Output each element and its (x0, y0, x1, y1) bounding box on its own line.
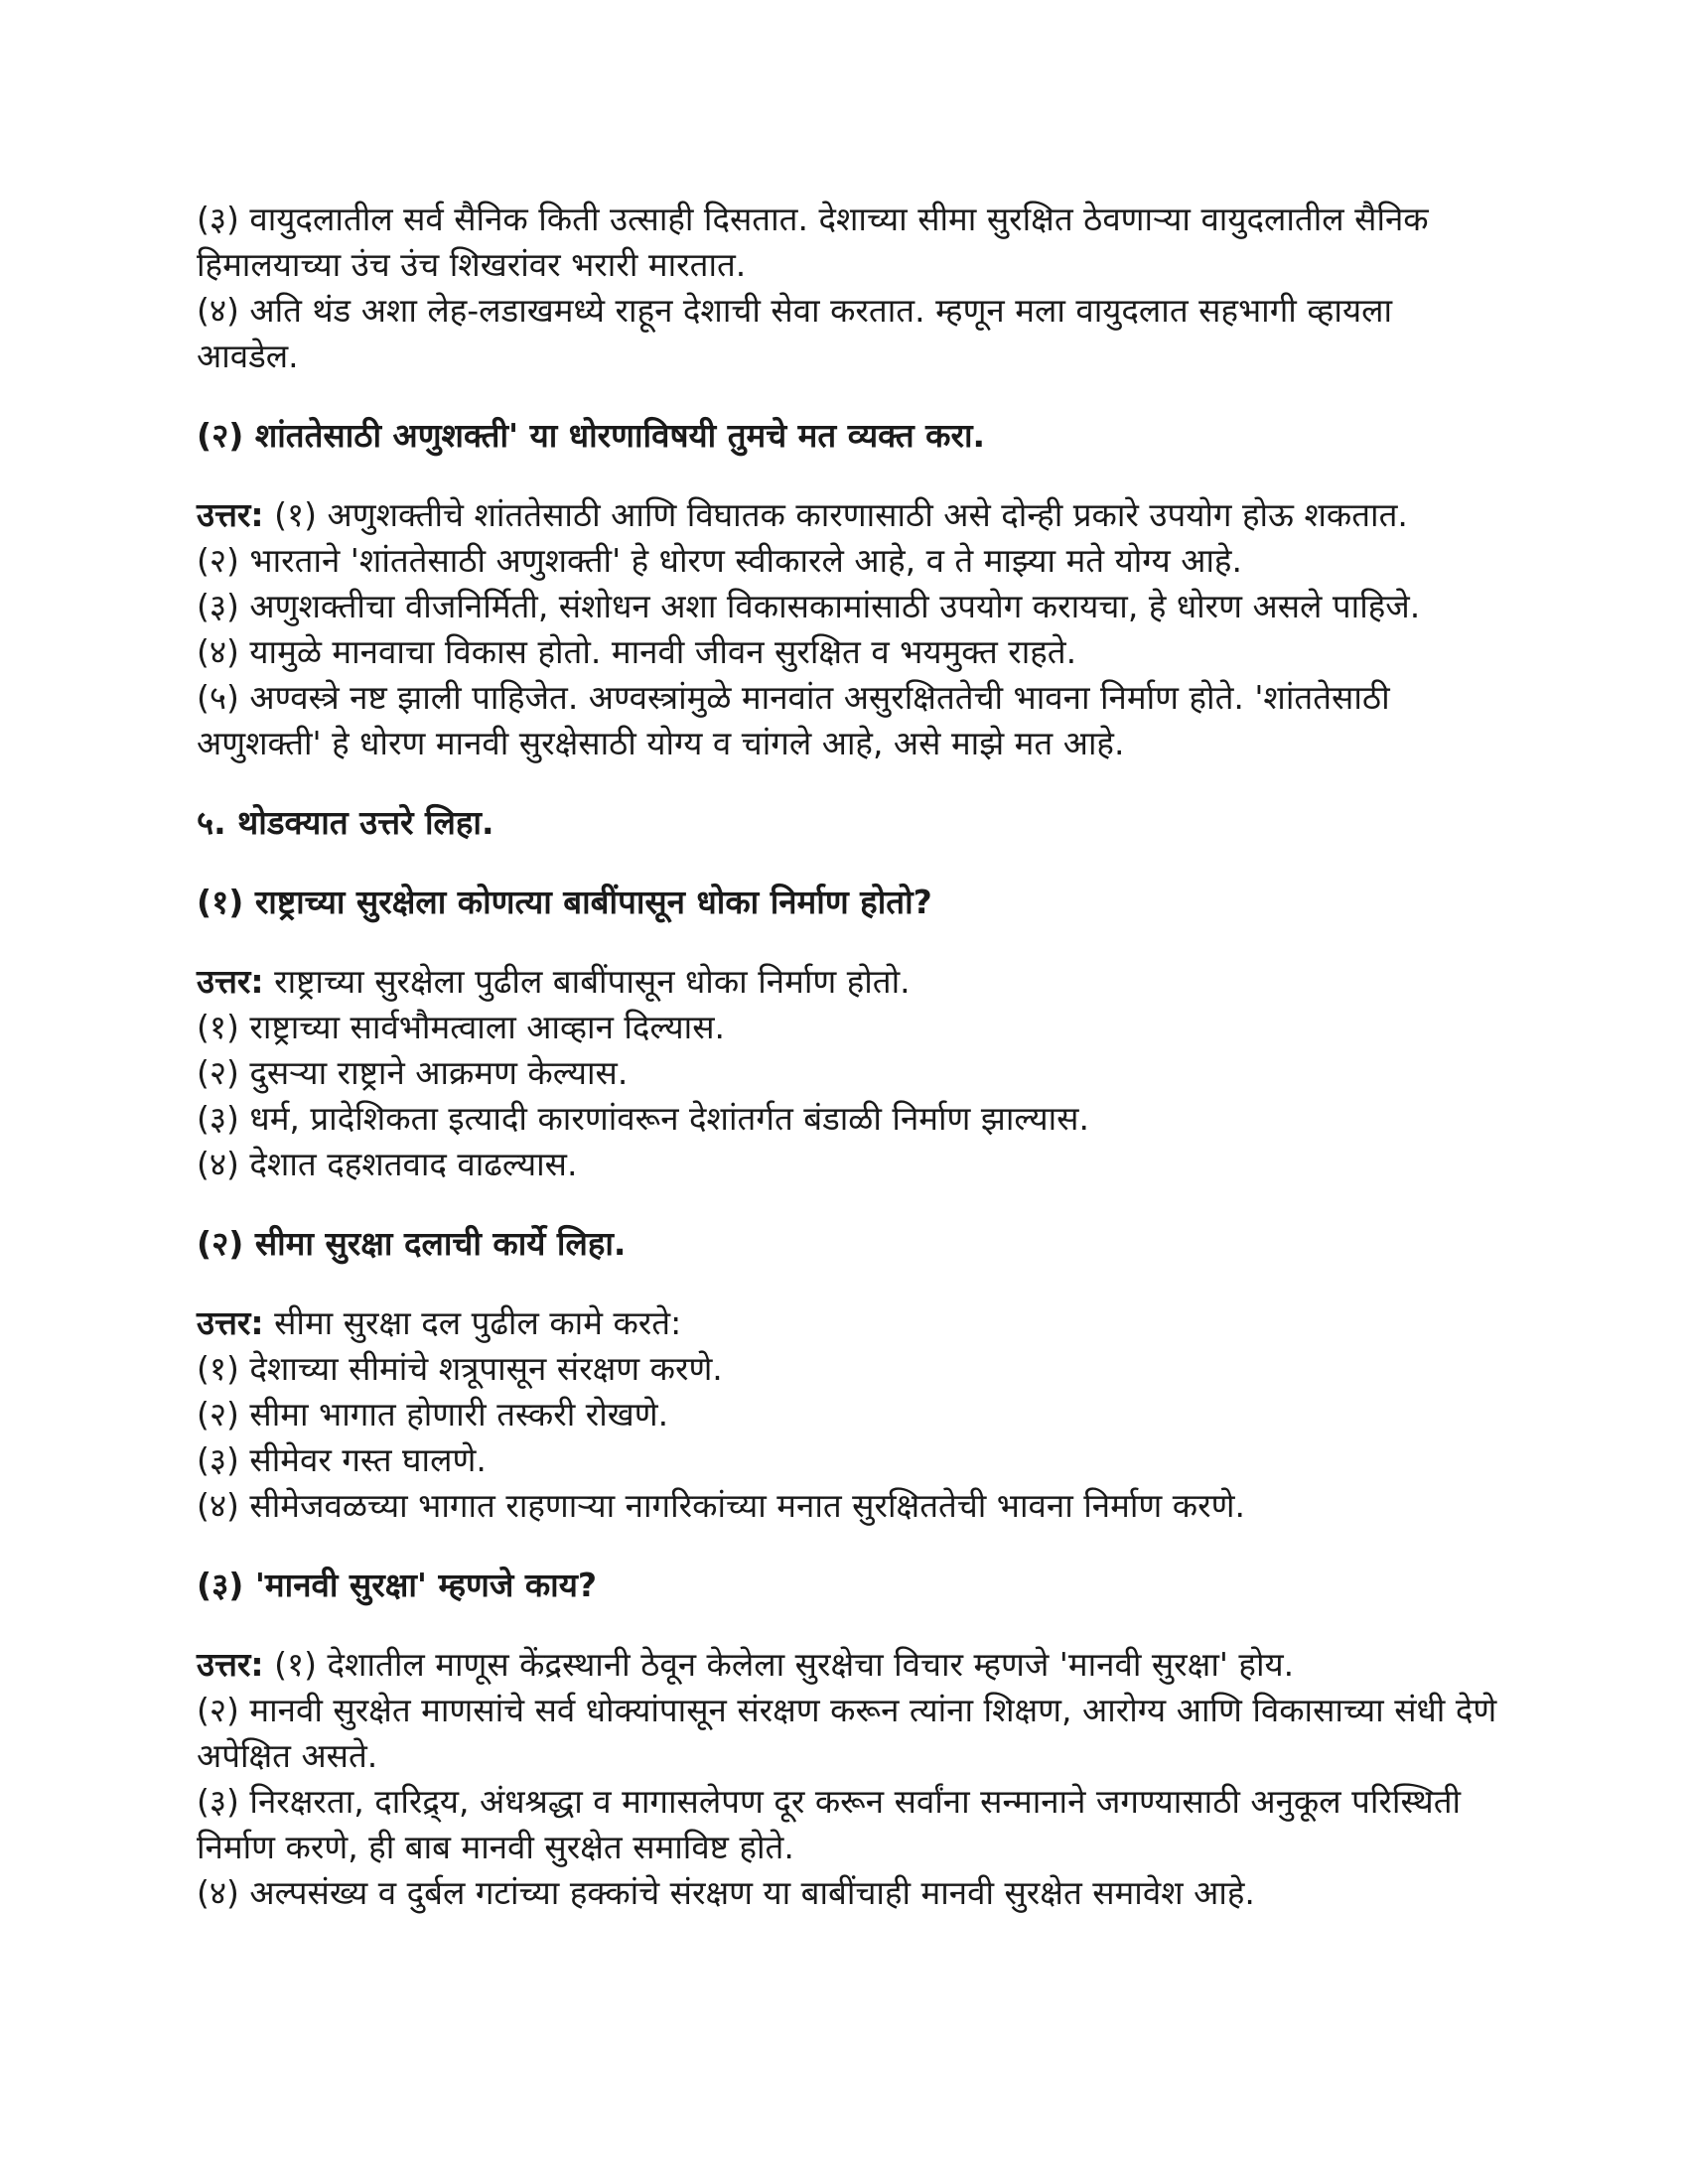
answer-line: (३) निरक्षरता, दारिद्र्य, अंधश्रद्धा व मागासलेपण दूर करून सर्वांना सन्मानाने जगण्यासाठी अनुकूल परिस्थिती निर्माण करणे, ही बाब मानवी सुरक्षेत समाविष्ट होते. (197, 1782, 1462, 1866)
question-heading-bsf: (२) सीमा सुरक्षा दलाची कार्ये लिहा. (197, 1224, 627, 1263)
answer-label: उत्तर: (197, 495, 264, 534)
intro-point-4: (४) अति थंड अशा लेह-लडाखमध्ये राहून देशाची सेवा करतात. म्हणून मला वायुदलात सहभागी व्हायला आवडेल. (197, 291, 1393, 375)
answer-text: (१) अणुशक्तीचे शांततेसाठी आणि विघातक कारणासाठी असे दोन्ही प्रकारे उपयोग होऊ शकतात. (274, 495, 1408, 534)
answer-line: (२) सीमा भागात होणारी तस्करी रोखणे. (197, 1395, 669, 1433)
answer-line: (४) सीमेजवळच्या भागात राहणाऱ्या नागरिकांच्या मनात सुरक्षिततेची भावना निर्माण करणे. (197, 1486, 1245, 1525)
answer-line: (३) सीमेवर गस्त घालणे. (197, 1440, 487, 1479)
question-heading-threats: (१) राष्ट्राच्या सुरक्षेला कोणत्या बाबींपासून धोका निर्माण होतो? (197, 883, 932, 921)
answer-line: (३) अणुशक्तीचा वीजनिर्मिती, संशोधन अशा विकासकामांसाठी उपयोग करायचा, हे धोरण असले पाहिजे. (197, 587, 1421, 625)
answer-label: उत्तर: (197, 1303, 264, 1342)
answer-line: (३) धर्म, प्रादेशिकता इत्यादी कारणांवरून देशांतर्गत बंडाळी निर्माण झाल्यास. (197, 1099, 1089, 1138)
answer-line (197, 959, 1497, 1005)
answer-line: (१) राष्ट्राच्या सार्वभौमत्वाला आव्हान दिल्यास. (197, 1008, 726, 1046)
section-heading: ५. थोडक्यात उत्तरे लिहा. (197, 803, 494, 842)
answer-text: सीमा सुरक्षा दल पुढील कामे करते: (274, 1303, 682, 1342)
question-heading-human-security: (३) 'मानवी सुरक्षा' म्हणजे काय? (197, 1566, 597, 1604)
answer-line: (४) यामुळे मानवाचा विकास होतो. मानवी जीवन सुरक्षित व भयमुक्त राहते. (197, 632, 1077, 671)
answer-label: उत्तर: (197, 1645, 264, 1684)
answer-line (197, 1642, 1497, 1688)
answer-line: (२) मानवी सुरक्षेत माणसांचे सर्व धोक्यांपासून संरक्षण करून त्यांना शिक्षण, आरोग्य आणि विकासाच्या संधी देणे अपेक्षित असते. (197, 1691, 1497, 1775)
answer-line: (४) अल्पसंख्य व दुर्बल गटांच्या हक्कांचे संरक्षण या बाबींचाही मानवी सुरक्षेत समावेश आहे. (197, 1873, 1255, 1912)
answer-label: उत्तर: (197, 962, 264, 1001)
answer-line: (२) भारताने 'शांततेसाठी अणुशक्ती' हे धोरण स्वीकारले आहे, व ते माझ्या मते योग्य आहे. (197, 541, 1242, 580)
answer-line (197, 492, 1497, 538)
answer-line: (२) दुसऱ्या राष्ट्राने आक्रमण केल्यास. (197, 1053, 629, 1092)
answer-text: राष्ट्राच्या सुरक्षेला पुढील बाबींपासून धोका निर्माण होतो. (274, 962, 911, 1001)
answer-line: (५) अण्वस्त्रे नष्ट झाली पाहिजेत. अण्वस्त्रांमुळे मानवांत असुरक्षिततेची भावना निर्माण होते. 'शांततेसाठी अणुशक्ती' हे धोरण मानवी सुरक्षेसाठी योग्य व चांगले आहे, असे माझे मत आहे. (197, 678, 1390, 762)
answer-text: (१) देशातील माणूस केंद्रस्थानी ठेवून केलेला सुरक्षेचा विचार म्हणजे 'मानवी सुरक्षा' होय. (274, 1645, 1295, 1684)
answer-line: (४) देशात दहशतवाद वाढल्यास. (197, 1145, 578, 1183)
document-page (197, 197, 1497, 1916)
answer-line: (१) देशाच्या सीमांचे शत्रूपासून संरक्षण करणे. (197, 1349, 723, 1388)
intro-point-3: (३) वायुदलातील सर्व सैनिक किती उत्साही दिसतात. देशाच्या सीमा सुरक्षित ठेवणाऱ्या वायुदलातील सैनिक हिमालयाच्या उंच उंच शिखरांवर भरारी मारतात. (197, 200, 1429, 284)
question-heading-peace: (२) शांततेसाठी अणुशक्ती' या धोरणाविषयी तुमचे मत व्यक्त करा. (197, 416, 986, 455)
answer-line (197, 1300, 1497, 1346)
